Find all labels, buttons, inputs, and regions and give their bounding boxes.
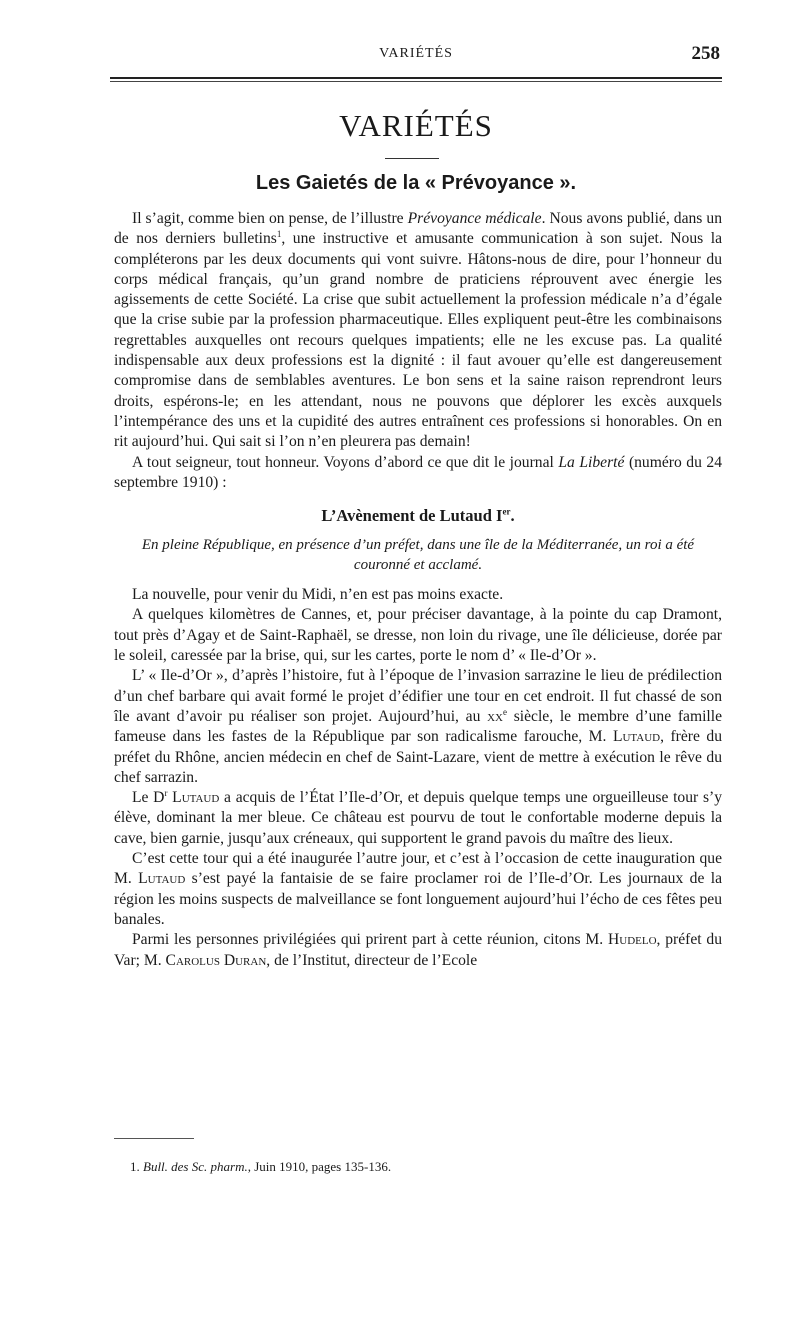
running-head-title: VARIÉTÉS xyxy=(379,46,453,61)
article-title: Les Gaietés de la « Prévoyance ». xyxy=(255,172,577,194)
footnote: 1. Bull. des Sc. pharm., Juin 1910, pages 135-136. xyxy=(130,1159,392,1174)
article-body xyxy=(114,209,722,971)
sub-article-deck: En pleine République, en présence d’un préfet, dans une île de la Méditerranée, un roi a été couronné et acclamé. xyxy=(141,537,695,574)
page-number: 258 xyxy=(691,43,720,64)
section-title: VARIÉTÉS xyxy=(339,108,493,143)
title-divider xyxy=(385,158,439,159)
sub-paragraph-6: Parmi les personnes privilégiées qui prirent part à cette réunion, citons M. Hudelo, préfet du Var; M. Carolus Duran, de l’Institut, directeur de l’Ecole xyxy=(114,931,722,969)
footnote-divider xyxy=(114,1138,194,1139)
sub-paragraph-4: Le $D^r$ Lutaud a acquis de l’État l’Ile-d’Or, et depuis quelque temps une orgueilleuse tour s’y élève, dominant la mer bleue. Ce château est pourvu de tout le confortable moderne depuis la cave, bien garnie, jusqu’aux créneaux, qui supportent le grand pavois du maître des lieux. xyxy=(114,787,723,847)
sub-paragraph-5: C’est cette tour qui a été inaugurée l’autre jour, et c’est à l’occasion de cette inauguration que M. Lutaud s’est payé la fantaisie de se faire proclamer roi de l’Ile-d’Or. Les journaux de la région les moins suspects de malveillance se font longuement aujourd’hui l’écho de ces fêtes peu banales. xyxy=(114,850,722,928)
running-head xyxy=(110,43,722,70)
sub-article-title: L’Avènement de Lutaud Ier. xyxy=(321,506,515,526)
intro-paragraph-2: A tout seigneur, tout honneur. Voyons d’abord ce que dit le journal La Liberté (numéro du 24 septembre 1910) : xyxy=(114,453,722,491)
sub-paragraph-1: La nouvelle, pour venir du Midi, n’en est pas moins exacte. xyxy=(132,586,504,604)
footnote-ref: 1 xyxy=(276,229,282,240)
sub-paragraph-3: L’ « Ile-d’Or », d’après l’histoire, fut à l’époque de l’invasion sarrazine le lieu de prédilection d’un chef barbare qui avait formé le projet d’édifier une tour en cet endroit. Il fut chassé de son île avant d’avoir pu réaliser son projet. Aujourd’hui, au $xx^e$ siècle, le membre d’une famille fameuse dans les fastes de la République par son radicalisme farouche, M. Lutaud, frère du préfet du Rhône, ancien médecin en chef de Saint-Lazare, vient de mettre à exécution le rêve du chef sarrazin. xyxy=(114,667,723,786)
intro-paragraph-1: Il s’agit, comme bien on pense, de l’illustre Prévoyance médicale. Nous avons publié, dans un de nos derniers bulletins$^1$, une instructive et amusante communication à son sujet. Nous la compléterons par les deux documents qui vont suivre. Hâtons-nous de dire, pour l’honneur du corps médical français, qu’un grand nombre de praticiens réprouvent avec énergie les agissements de cette Société. La crise que subit actuellement la profession médicale n’a d’égale que la crise subie par la profession pharmaceutique. Elles expliquent peut-être les combinaisons regrettables auxquelles ont recours quelques impatients; elle ne les excuse pas. La qualité indispensable aux deux professions est la dignité : il faut avouer qu’elle est dangereusement compromise dans de semblables aventures. Le bon sens et la saine raison reprendront leurs droits, espérons-le; en les attendant, nous ne pouvons que déplorer les excès auxquels l’intempérance des uns et la cupidité des autres entraînent ces professions si honorables. On en rit aujourd’hui. Qui sait si l’on n’en pleurera pas demain! xyxy=(114,210,722,451)
sub-paragraph-2: A quelques kilomètres de Cannes, et, pour préciser davantage, à la pointe du cap Dramont, tout près d’Agay et de Saint-Raphaël, se dresse, non loin du rivage, une île délicieuse, dorée par le soleil, caressée par la brise, qui, sur les cartes, porte le nom d’ « Ile-d’Or ». xyxy=(114,606,722,665)
